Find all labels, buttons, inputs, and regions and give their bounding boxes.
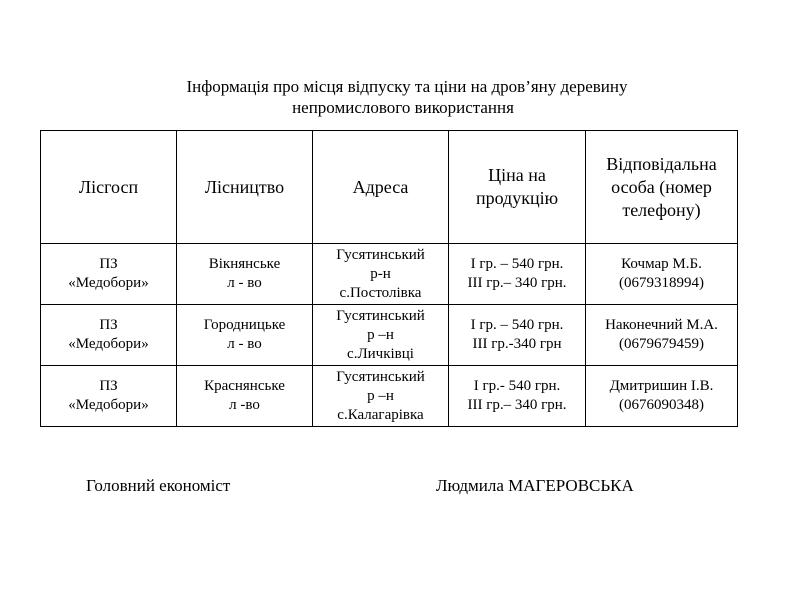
cell-text: «Медобори» — [68, 336, 149, 352]
cell-osoba — [586, 305, 738, 366]
table-row — [41, 366, 738, 427]
cell-text: Гусятинський — [336, 246, 425, 263]
document-title-line-2: непромислового використання — [292, 98, 514, 117]
table-header-row — [41, 131, 738, 244]
table-row — [41, 305, 738, 366]
cell-text: р –н — [367, 387, 394, 404]
cell-osoba — [586, 366, 738, 427]
signatory-name: Людмила МАГЕРОВСЬКА — [436, 476, 634, 495]
cell-text: «Медобори» — [68, 397, 149, 413]
cell-text: Наконечний М.А. — [605, 317, 718, 333]
cell-text: І гр. – 540 грн. — [470, 256, 564, 272]
cell-text: ПЗ — [99, 378, 118, 394]
cell-text: с.Постолівка — [339, 284, 422, 301]
cell-text: Городницьке — [203, 317, 286, 333]
document-title — [0, 76, 800, 118]
cell-tsina — [449, 366, 586, 427]
cell-osoba — [586, 244, 738, 305]
cell-text: І гр. – 540 грн. — [470, 317, 564, 333]
cell-adresa — [313, 366, 449, 427]
cell-text: р –н — [367, 326, 394, 343]
cell-text: Гусятинський — [336, 368, 425, 385]
cell-text: с.Личківці — [347, 345, 414, 362]
header-adresa: Адреса — [313, 131, 449, 244]
cell-lisgosp — [41, 305, 177, 366]
header-tsina: Ціна на продукцію — [449, 131, 586, 244]
cell-text: ІІІ гр.-340 грн — [472, 336, 562, 352]
cell-text: ІІІ гр.– 340 грн. — [467, 397, 567, 413]
cell-lisnytstvo — [177, 366, 313, 427]
cell-lisgosp — [41, 366, 177, 427]
cell-text: (0679679459) — [619, 336, 704, 352]
cell-text: л - во — [227, 336, 262, 352]
info-table — [40, 130, 738, 427]
cell-text: л -во — [229, 397, 260, 413]
cell-adresa — [313, 305, 449, 366]
cell-text: Дмитришин І.В. — [609, 378, 714, 394]
signatory-position: Головний економіст — [86, 476, 231, 495]
cell-text: (0676090348) — [619, 397, 704, 413]
cell-text: р-н — [370, 265, 391, 282]
header-vidpovidalna-osoba: Відповідальна особа (номер телефону) — [586, 131, 738, 244]
cell-text: Гусятинський — [336, 307, 425, 324]
cell-text: ПЗ — [99, 317, 118, 333]
cell-text: Вікнянське — [208, 256, 281, 272]
cell-text: Кочмар М.Б. — [621, 256, 702, 272]
cell-adresa — [313, 244, 449, 305]
table-row — [41, 244, 738, 305]
cell-tsina — [449, 244, 586, 305]
cell-text: л - во — [227, 275, 262, 291]
header-lisnytstvo: Лісництво — [177, 131, 313, 244]
cell-text: Краснянське — [204, 378, 285, 394]
cell-text: ПЗ — [99, 256, 118, 272]
cell-text: (0679318994) — [619, 275, 704, 291]
cell-lisgosp — [41, 244, 177, 305]
document-title-line-1: Інформація про місця відпуску та ціни на дров’яну деревину — [186, 77, 628, 96]
cell-lisnytstvo — [177, 244, 313, 305]
cell-text: «Медобори» — [68, 275, 149, 291]
cell-text: І гр.- 540 грн. — [473, 378, 561, 394]
cell-lisnytstvo — [177, 305, 313, 366]
cell-text: ІІІ гр.– 340 грн. — [467, 275, 567, 291]
header-lisgosp: Лісгосп — [41, 131, 177, 244]
cell-tsina — [449, 305, 586, 366]
cell-text: с.Калагарівка — [337, 406, 424, 423]
